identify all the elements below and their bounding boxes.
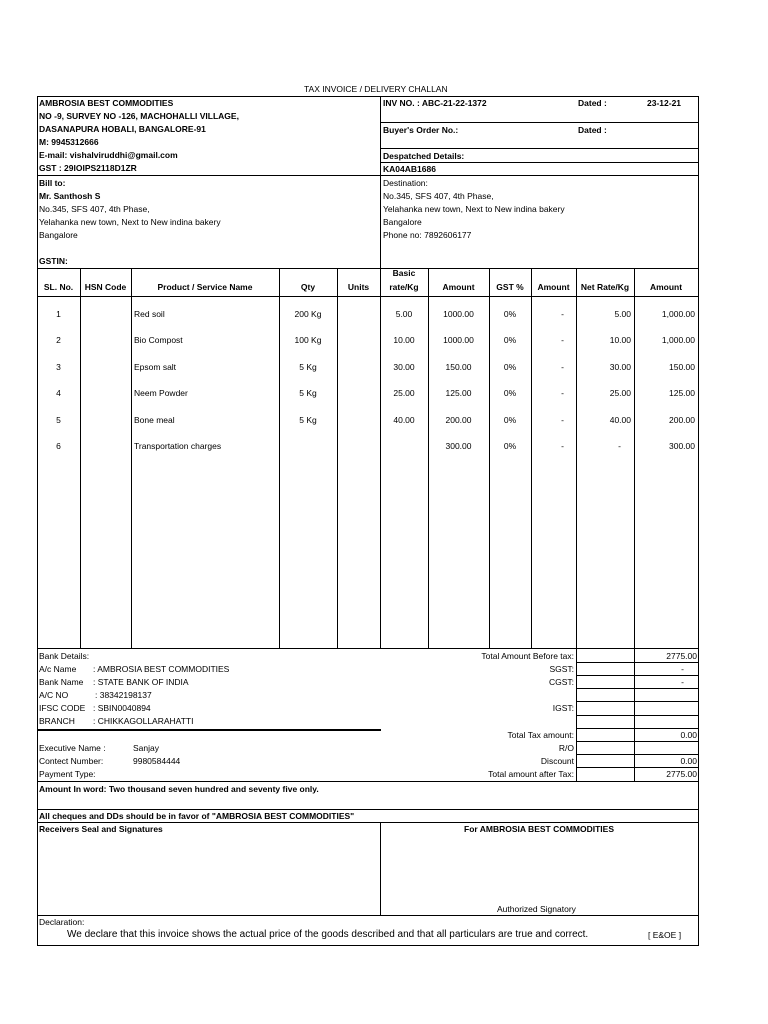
item-product: Bone meal	[134, 415, 175, 425]
bank-details-label: Bank Details:	[39, 651, 90, 661]
item-gst: 0%	[503, 335, 517, 345]
seller-mobile: M: 9945312666	[39, 137, 99, 147]
igst-label: IGST:	[552, 703, 574, 713]
col-line	[279, 268, 280, 648]
item-gst-amount: -	[561, 441, 564, 451]
border-bottom	[37, 945, 699, 946]
border-right	[698, 96, 699, 946]
ac-no-value: : 38342198137	[95, 690, 152, 700]
receivers-seal-label: Receivers Seal and Signatures	[39, 824, 163, 834]
item-qty: 5 Kg	[299, 415, 317, 425]
item-sl: 4	[56, 388, 61, 398]
ac-no-label: A/C NO	[39, 690, 69, 700]
despatched-label: Despatched Details:	[383, 151, 465, 161]
item-amount: 200.00	[445, 415, 472, 425]
col-header-basic-bottom: rate/Kg	[389, 282, 419, 292]
line	[37, 781, 699, 782]
item-total: 150.00	[669, 362, 695, 372]
line	[576, 754, 698, 755]
bank-name-label: Bank Name	[39, 677, 84, 687]
col-header-gst-amount: Amount	[537, 282, 570, 292]
amount-in-words: Amount In word: Two thousand seven hundred and seventy five only.	[39, 784, 319, 794]
destination-line2: Yelahanka new town, Next to New indina bakery	[383, 204, 565, 214]
item-rate: 25.00	[393, 388, 415, 398]
destination-phone: Phone no: 7892606177	[383, 230, 472, 240]
line	[37, 915, 699, 916]
item-net-rate: 10.00	[609, 335, 631, 345]
col-header-total: Amount	[649, 282, 683, 292]
col-line	[428, 268, 429, 648]
seller-address1: NO -9, SURVEY NO -126, MACHOHALLI VILLAGE,	[39, 111, 239, 121]
line	[576, 675, 698, 676]
border-top	[37, 96, 699, 97]
after-tax-label: Total amount after Tax:	[488, 769, 574, 779]
col-header-basic-top: Basic	[392, 268, 416, 278]
destination-city: Bangalore	[383, 217, 422, 227]
col-line	[131, 268, 132, 648]
item-sl: 6	[56, 441, 61, 451]
seller-gst: GST : 29IOIPS2118D1ZR	[39, 163, 137, 173]
col-line	[380, 822, 381, 916]
invoice-title: TAX INVOICE / DELIVERY CHALLAN	[304, 84, 448, 94]
line	[380, 148, 698, 149]
item-gst: 0%	[503, 309, 517, 319]
sgst-label: SGST:	[549, 664, 574, 674]
col-line	[80, 268, 81, 648]
despatched-value: KA04AB1686	[383, 164, 436, 174]
col-line	[337, 268, 338, 648]
bill-to-name: Mr. Santhosh S	[39, 191, 101, 201]
discount-value: 0.00	[680, 756, 697, 766]
item-amount: 125.00	[445, 388, 472, 398]
cgst-label: CGST:	[548, 677, 574, 687]
line	[37, 268, 699, 269]
item-gst-amount: -	[561, 415, 564, 425]
item-gst: 0%	[503, 441, 517, 451]
gstin-label: GSTIN:	[39, 256, 68, 266]
declaration-text: We declare that this invoice shows the actual price of the goods described and that all particulars are true and correct.	[67, 929, 589, 940]
line	[380, 122, 698, 123]
col-header-gst: GST %	[496, 282, 524, 292]
branch-value: : CHIKKAGOLLARAHATTI	[93, 716, 194, 726]
item-sl: 5	[56, 415, 61, 425]
line	[576, 767, 698, 768]
col-header-amount: Amount	[442, 282, 475, 292]
ac-name-label: A/c Name	[39, 664, 77, 674]
after-tax-value: 2775.00	[666, 769, 697, 779]
executive-name-label: Executive Name :	[39, 743, 106, 753]
seller-address2: DASANAPURA HOBALI, BANGALORE-91	[39, 124, 206, 134]
bill-to-label: Bill to:	[39, 178, 66, 188]
border-left	[37, 96, 38, 946]
line	[576, 728, 698, 729]
item-rate: 5.00	[395, 309, 413, 319]
ifsc-value: : SBIN0040894	[93, 703, 151, 713]
line	[576, 688, 698, 689]
item-sl: 3	[56, 362, 61, 372]
buyers-order-label: Buyer's Order No.:	[383, 125, 459, 135]
item-net-rate: 30.00	[609, 362, 631, 372]
authorized-signatory-label: Authorized Signatory	[497, 904, 576, 914]
col-line	[576, 268, 577, 648]
item-total: 200.00	[669, 415, 695, 425]
line	[37, 809, 699, 810]
item-amount: 300.00	[445, 441, 472, 451]
col-header-qty: Qty	[300, 282, 316, 292]
item-gst: 0%	[503, 388, 517, 398]
item-gst-amount: -	[561, 309, 564, 319]
item-sl: 2	[56, 335, 61, 345]
total-tax-label: Total Tax amount:	[507, 730, 574, 740]
col-header-units: Units	[347, 282, 370, 292]
ro-label: R/O	[558, 743, 574, 753]
item-gst-amount: -	[561, 362, 564, 372]
cheques-note: All cheques and DDs should be in favor of "AMBROSIA BEST COMMODITIES"	[39, 811, 355, 821]
before-tax-value: 2775.00	[666, 651, 697, 661]
ac-name-value: : AMBROSIA BEST COMMODITIES	[93, 664, 230, 674]
col-line	[380, 268, 381, 648]
bill-to-line2: Yelahanka new town, Next to New indina bakery	[39, 217, 221, 227]
item-gst-amount: -	[561, 335, 564, 345]
branch-label: BRANCH	[39, 716, 75, 726]
dated-label: Dated :	[578, 98, 607, 108]
col-line	[489, 268, 490, 648]
item-total: 300.00	[669, 441, 695, 451]
item-amount: 1000.00	[443, 335, 474, 345]
declaration-label: Declaration:	[39, 917, 85, 927]
item-total: 1,000.00	[661, 309, 695, 319]
line	[37, 175, 699, 176]
item-sl: 1	[56, 309, 61, 319]
item-qty: 5 Kg	[299, 388, 317, 398]
item-net-rate: 5.00	[614, 309, 631, 319]
contact-number-label: Contect Number:	[39, 756, 104, 766]
ifsc-label: IFSC CODE	[39, 703, 86, 713]
line	[37, 296, 699, 297]
for-company-label: For AMBROSIA BEST COMMODITIES	[464, 824, 615, 834]
item-rate: 40.00	[393, 415, 415, 425]
col-header-product: Product / Service Name	[157, 282, 253, 292]
line	[576, 715, 698, 716]
invoice-number: INV NO. : ABC-21-22-1372	[383, 98, 487, 108]
discount-label: Discount	[540, 756, 574, 766]
item-gst: 0%	[503, 415, 517, 425]
destination-label: Destination:	[383, 178, 428, 188]
item-gst-amount: -	[561, 388, 564, 398]
total-tax-value: 0.00	[680, 730, 697, 740]
item-rate: 30.00	[393, 362, 415, 372]
col-line	[531, 268, 532, 648]
sgst-value: -	[681, 664, 684, 674]
col-header-hsn: HSN Code	[84, 282, 127, 292]
destination-line1: No.345, SFS 407, 4th Phase,	[383, 191, 494, 201]
line	[37, 648, 699, 649]
col-line	[634, 268, 635, 648]
item-amount: 1000.00	[443, 309, 474, 319]
line	[576, 662, 698, 663]
bank-name-value: : STATE BANK OF INDIA	[93, 677, 189, 687]
dated2-label: Dated :	[578, 125, 607, 135]
item-product: Bio Compost	[134, 335, 183, 345]
item-product: Transportation charges	[134, 441, 222, 451]
col-header-net-rate: Net Rate/Kg	[580, 282, 630, 292]
dated-value: 23-12-21	[647, 98, 682, 108]
col-header-sl: SL. No.	[43, 282, 74, 292]
eoe-label: [ E&OE ]	[648, 930, 682, 940]
payment-type-label: Payment Type:	[39, 769, 96, 779]
item-amount: 150.00	[445, 362, 472, 372]
line	[37, 822, 699, 823]
contact-number-value: 9980584444	[133, 756, 181, 766]
line	[37, 729, 381, 731]
executive-name-value: Sanjay	[133, 743, 159, 753]
item-rate: 10.00	[393, 335, 415, 345]
line	[576, 741, 698, 742]
item-gst: 0%	[503, 362, 517, 372]
item-total: 1,000.00	[661, 335, 695, 345]
item-net-rate: 25.00	[609, 388, 631, 398]
item-product: Neem Powder	[134, 388, 188, 398]
line	[380, 162, 698, 163]
seller-name: AMBROSIA BEST COMMODITIES	[39, 98, 174, 108]
item-product: Red soil	[134, 309, 165, 319]
bill-to-city: Bangalore	[39, 230, 78, 240]
seller-email: E-mail: vishalviruddhi@gmail.com	[39, 150, 178, 160]
item-qty: 100 Kg	[294, 335, 322, 345]
line	[576, 701, 698, 702]
cgst-value: -	[681, 677, 684, 687]
bill-to-line1: No.345, SFS 407, 4th Phase,	[39, 204, 150, 214]
item-net-rate: 40.00	[609, 415, 631, 425]
item-total: 125.00	[669, 388, 695, 398]
item-qty: 200 Kg	[294, 309, 322, 319]
item-net-rate: -	[618, 441, 621, 451]
item-qty: 5 Kg	[299, 362, 317, 372]
before-tax-label: Total Amount Before tax:	[481, 651, 574, 661]
item-product: Epsom salt	[134, 362, 177, 372]
